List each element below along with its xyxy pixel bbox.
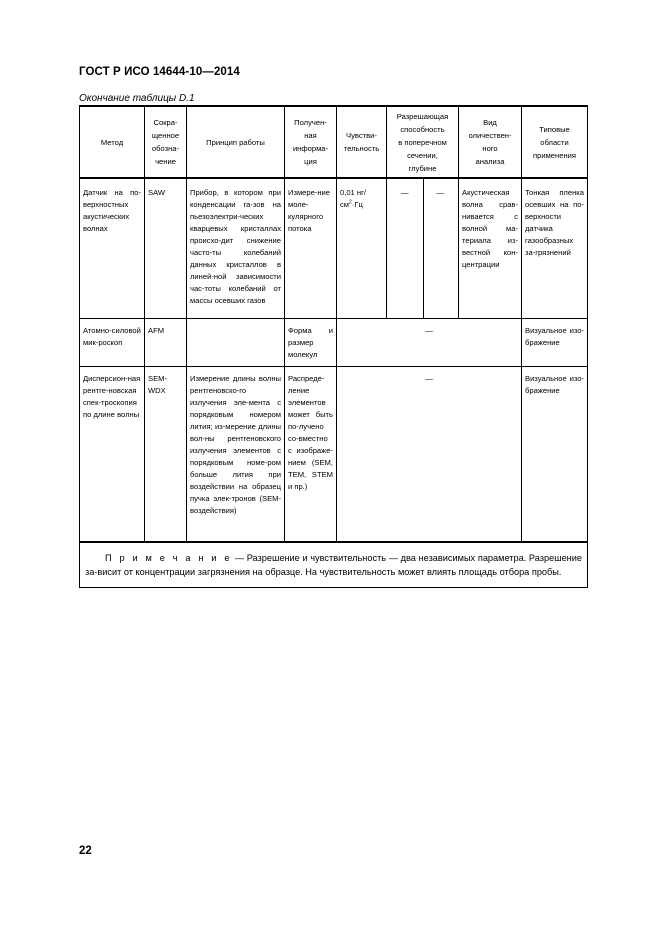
cell-principle: Прибор, в котором при конденсации га-зов на пьезоэлектри-ческих кварцевых кристаллах происхо-дит снижение часто-ты колебаний данных кристаллов в линей-ной зависимости час-тоты колебаний от массы осевших газов (187, 178, 285, 318)
cell-abbr: SEM-WDX (145, 366, 187, 542)
col-header-analysis: Вид оличествен- ного анализа (459, 106, 522, 178)
table-note (80, 542, 588, 588)
page-number: 22 (79, 845, 92, 857)
data-table (79, 105, 588, 588)
table-row (80, 318, 588, 366)
cell-applications: Визуальное изо-бражение (522, 366, 588, 542)
cell-merged-dash: — (337, 366, 522, 542)
note-text: — Разрешение и чувствительность — два независимых параметра. Разрешение за-висит от концентрации загрязнения на образце. На чувствительность может влиять площадь отбора пробы. (85, 553, 582, 577)
cell-principle (187, 318, 285, 366)
cell-method: Дисперсион-ная рентге-новская спек-троскопия по длине волны (80, 366, 145, 542)
cell-method: Датчик на по-верхностных акустических волнах (80, 178, 145, 318)
note-label: П р и м е ч а н и е (105, 553, 233, 563)
table-header-row (80, 106, 588, 178)
cell-info: Распреде-ление элементов может быть по-лучено со-вместно с изображе-нием (SEM, TEM, STEM и пр.) (285, 366, 337, 542)
table-row (80, 178, 588, 318)
cell-resolution (387, 178, 459, 318)
resolution-transverse: — (400, 188, 409, 197)
col-header-abbr: Сокра- щенное обозна- чение (145, 106, 187, 178)
cell-abbr: SAW (145, 178, 187, 318)
col-header-method: Метод (80, 106, 145, 178)
table-row (80, 366, 588, 542)
document-header: ГОСТ Р ИСО 14644-10—2014 (79, 66, 240, 78)
col-header-sensitivity: Чувстви- тельность (337, 106, 387, 178)
cell-method: Атомно-силовой мик-роскоп (80, 318, 145, 366)
resolution-divider (423, 179, 424, 318)
cell-abbr: AFM (145, 318, 187, 366)
table-note-row (80, 542, 588, 588)
table-caption: Окончание таблицы D.1 (79, 93, 195, 104)
cell-analysis: Акустическая волна срав-нивается с волной ма-териала из-вестной кон-центрации (459, 178, 522, 318)
col-header-resolution: Разрешающая способность в поперечном сечении, глубине (387, 106, 459, 178)
cell-applications: Тонкая пленка осевших на по-верхности датчика газообразных за-грязнений (522, 178, 588, 318)
cell-info: Форма и размер молекул (285, 318, 337, 366)
col-header-info: Получен- ная информа- ция (285, 106, 337, 178)
resolution-depth: — (436, 188, 445, 197)
cell-applications: Визуальное изо-бражение (522, 318, 588, 366)
cell-info: Измере-ние моле-кулярного потока (285, 178, 337, 318)
col-header-applications: Типовые области применения (522, 106, 588, 178)
col-header-principle: Принцип работы (187, 106, 285, 178)
cell-principle: Измерение длины волны рентгеновско-го излучения эле-мента с порядковым номером лития; из-мерение длины вол-ны рентгеновского излучения элементов с порядковым номе-ром больше лития при воздействии на образец пучка элек-тронов (SEM-воздействия) (187, 366, 285, 542)
cell-merged-dash: — (337, 318, 522, 366)
cell-sensitivity: 0,01 $нг/см^2\cdot Гц$ (337, 178, 387, 318)
